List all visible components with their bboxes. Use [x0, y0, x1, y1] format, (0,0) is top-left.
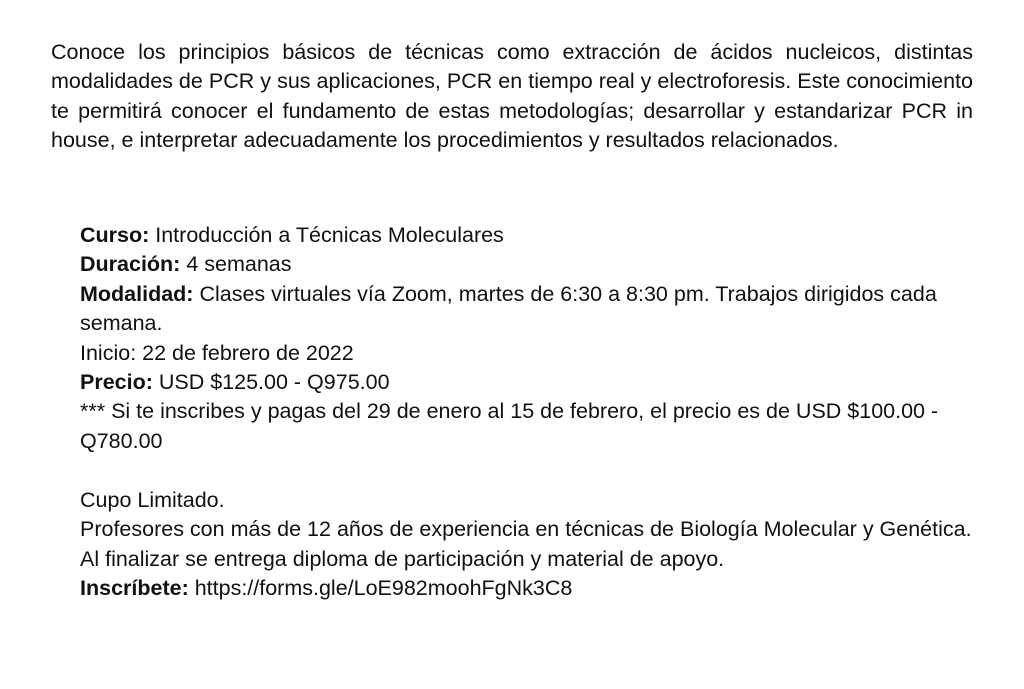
modalidad-value: Clases virtuales vía Zoom, martes de 6:30 a 8:30 pm. Trabajos dirigidos cada semana.: [80, 281, 937, 336]
curso-value: Introducción a Técnicas Moleculares: [149, 223, 504, 247]
extra-info: [80, 486, 985, 604]
discount-note: *** Si te inscribes y pagas del 29 de enero al 15 de febrero, el precio es de USD $100.00 - Q780.00: [80, 399, 939, 453]
precio-value: USD $125.00 - Q975.00: [152, 370, 390, 395]
cupo-line: Cupo Limitado.: [80, 488, 225, 512]
precio-line: [80, 368, 980, 397]
curso-line: [80, 221, 980, 250]
precio-label: Precio:: [80, 370, 153, 395]
inscribete-line: [80, 574, 985, 603]
modalidad-line: [80, 280, 980, 339]
inscribete-label: Inscríbete:: [80, 576, 189, 601]
modalidad-label: Modalidad:: [80, 281, 194, 306]
curso-label: Curso:: [80, 223, 150, 247]
diploma-line: Al finalizar se entrega diploma de participación y material de apoyo.: [80, 546, 725, 571]
duracion-line: [80, 250, 980, 279]
intro-paragraph: Conoce los principios básicos de técnicas como extracción de ácidos nucleicos, distintas modalidades de PCR y sus aplicaciones, PCR en tiempo real y electroforesis. Este conocimiento te permitirá conocer el fundamento de estas metodologías; desarrollar y estandarizar PCR in house, e interpretar adecuadamente los procedimientos y resultados relacionados.: [51, 40, 973, 153]
registration-link[interactable]: https://forms.gle/LoE982moohFgNk3C8: [188, 576, 573, 601]
profesores-line: Profesores con más de 12 años de experiencia en técnicas de Biología Molecular y Genética.: [80, 517, 972, 542]
duracion-label: Duración:: [80, 252, 181, 277]
inicio-line: Inicio: 22 de febrero de 2022: [80, 340, 354, 365]
course-details: [80, 221, 980, 456]
duracion-value: 4 semanas: [180, 252, 292, 277]
